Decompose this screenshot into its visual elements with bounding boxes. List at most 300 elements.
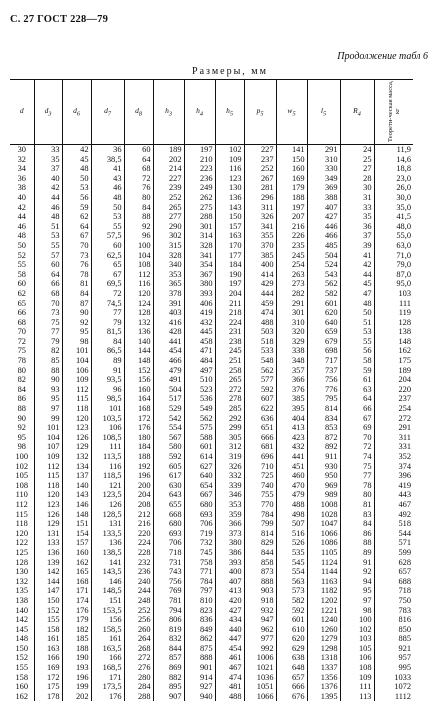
table-cell: 1163: [307, 577, 340, 587]
table-cell: 354: [184, 260, 215, 270]
table-cell: 160: [15, 682, 29, 692]
table-cell: 86: [340, 529, 374, 539]
table-cell: 65: [17, 298, 26, 308]
table-row: [10, 270, 413, 280]
table-cell: 35,0: [374, 203, 413, 213]
table-cell: 160: [276, 164, 307, 174]
table-cell: 488: [244, 318, 276, 328]
table-cell: 400: [244, 260, 276, 270]
table-cell: 53: [340, 327, 374, 337]
table-cell: 158: [15, 672, 29, 682]
table-cell: 72: [124, 174, 153, 184]
table-cell: 100: [15, 452, 29, 461]
table-cell: 102: [340, 625, 374, 635]
table-cell: 873: [244, 567, 276, 577]
table-cell: 446: [307, 222, 340, 232]
table-cell: 108: [340, 663, 374, 673]
table-cell: 214: [153, 164, 184, 174]
table-cell: 84: [340, 519, 374, 529]
table-cell: 84: [17, 384, 26, 394]
table-cell: 158,5: [91, 625, 124, 635]
table-cell: 254: [374, 404, 413, 414]
table-cell: 66: [17, 308, 26, 318]
table-cell: 459: [244, 299, 276, 309]
table-cell: 143,5: [91, 567, 124, 577]
table-cell: 192: [124, 462, 153, 472]
table-cell: 517: [153, 394, 184, 404]
table-cell: 921: [374, 644, 413, 654]
table-cell: 277: [153, 212, 184, 222]
table-cell: 63,0: [374, 241, 413, 251]
table-cell: 36: [91, 145, 124, 155]
table-cell: 1006: [244, 653, 276, 663]
table-cell: 128: [124, 308, 153, 318]
table-cell: 1086: [307, 538, 340, 548]
table-cell: 80: [124, 193, 153, 203]
table-cell: 24: [340, 145, 374, 155]
table-cell: 252: [153, 193, 184, 203]
table-cell: 216: [124, 519, 153, 529]
table-cell: 132: [124, 318, 153, 328]
table-row: [10, 615, 413, 625]
table-cell: 160: [62, 548, 91, 558]
table-cell: 92: [62, 318, 91, 328]
table-cell: 128,5: [91, 510, 124, 520]
table-cell: 407: [215, 577, 244, 587]
table-cell: 36: [17, 173, 26, 183]
table-cell: 563: [276, 577, 307, 587]
table-cell: 895: [153, 682, 184, 692]
table-cell: 1240: [307, 615, 340, 625]
table-cell: 1008: [307, 500, 340, 510]
table-cell: 173,5: [91, 682, 124, 692]
table-cell: 236: [184, 174, 215, 184]
col-header-d7: $d_7$: [91, 80, 124, 145]
table-cell: 668: [153, 510, 184, 520]
table-cell: 636: [244, 414, 276, 424]
table-cell: 177: [215, 251, 244, 261]
col-header-d: d: [10, 80, 34, 145]
table-cell: 432: [276, 442, 307, 452]
table-row: [10, 231, 413, 241]
table-cell: 99: [34, 414, 62, 424]
table-cell: 95: [62, 327, 91, 337]
table-cell: 154: [62, 529, 91, 539]
table-cell: 90: [17, 413, 26, 423]
table-cell: 72: [340, 442, 374, 452]
table-cell: 96: [124, 231, 153, 241]
table-cell: 947: [244, 615, 276, 625]
table-cell: 497: [184, 366, 215, 376]
table-cell: 121: [91, 481, 124, 491]
table-cell: 731: [153, 558, 184, 568]
table-cell: 105: [340, 644, 374, 654]
dimensions-table: [10, 79, 413, 701]
table-cell: 693: [153, 529, 184, 539]
table-cell: 162: [374, 346, 413, 356]
table-cell: 681: [244, 442, 276, 452]
table-cell: 113,5: [91, 452, 124, 462]
table-cell: 185: [62, 634, 91, 644]
table-cell: 45: [62, 155, 91, 165]
table-cell: 70: [34, 299, 62, 309]
table-cell: 44: [17, 212, 26, 222]
table-cell: 67: [340, 414, 374, 424]
table-cell: 940: [184, 692, 215, 702]
table-cell: 1033: [374, 673, 413, 683]
table-cell: 148: [62, 510, 91, 520]
table-cell: 592: [276, 606, 307, 616]
table-cell: 128: [374, 318, 413, 328]
table-cell: 168: [62, 577, 91, 587]
table-row: [10, 394, 413, 404]
table-row: [10, 423, 413, 433]
table-cell: 680: [153, 519, 184, 529]
table-cell: 1260: [307, 625, 340, 635]
table-cell: 310: [276, 318, 307, 328]
table-cell: 160: [124, 385, 153, 395]
table-cell: 1376: [307, 682, 340, 692]
table-cell: 853: [307, 423, 340, 433]
table-cell: 88: [340, 538, 374, 548]
table-cell: 151: [91, 596, 124, 606]
table-cell: 166: [34, 653, 62, 663]
table-cell: 523: [184, 385, 215, 395]
table-cell: 40: [17, 192, 26, 202]
table-cell: 184: [215, 260, 244, 270]
table-cell: 850: [374, 625, 413, 635]
table-cell: 155: [34, 615, 62, 625]
table-cell: 869: [153, 663, 184, 673]
table-cell: 166: [91, 653, 124, 663]
table-cell: 77: [34, 327, 62, 337]
table-cell: 245: [276, 251, 307, 261]
table-cell: 43: [91, 174, 124, 184]
table-cell: 42: [340, 260, 374, 270]
table-cell: 92: [124, 222, 153, 232]
table-cell: 111: [340, 682, 374, 692]
table-cell: 118: [34, 481, 62, 491]
table-row: [10, 356, 413, 366]
table-cell: 291: [307, 145, 340, 155]
table-cell: 165: [62, 567, 91, 577]
table-cell: 30,0: [374, 193, 413, 203]
table-cell: 63: [340, 385, 374, 395]
table-cell: 130: [215, 183, 244, 193]
table-cell: 157: [62, 538, 91, 548]
table-cell: 95: [34, 394, 62, 404]
table-cell: 1356: [307, 673, 340, 683]
table-cell: 236: [124, 567, 153, 577]
table-cell: 244: [124, 586, 153, 596]
table-row: [10, 327, 413, 337]
table-cell: 341: [244, 222, 276, 232]
table-cell: 380: [184, 279, 215, 289]
table-row: [10, 212, 413, 222]
table-cell: 44: [340, 270, 374, 280]
table-cell: 45: [340, 279, 374, 289]
table-cell: 407: [307, 203, 340, 213]
table-cell: 544: [374, 529, 413, 539]
table-cell: 226: [276, 231, 307, 241]
table-cell: 329: [276, 337, 307, 347]
table-cell: 112: [34, 462, 62, 472]
table-cell: 48: [340, 299, 374, 309]
table-cell: 237: [374, 394, 413, 404]
table-cell: 1298: [307, 644, 340, 654]
table-cell: 79: [34, 337, 62, 347]
table-cell: 207: [276, 212, 307, 222]
table-cell: 232: [124, 558, 153, 568]
table-cell: 31: [340, 193, 374, 203]
table-cell: 340: [153, 260, 184, 270]
table-cell: 504: [153, 385, 184, 395]
table-cell: 37: [340, 231, 374, 241]
table-cell: 622: [244, 404, 276, 414]
table-header-row: [10, 80, 413, 145]
table-row: [10, 251, 413, 261]
table-cell: 72: [17, 336, 26, 346]
table-cell: 341: [184, 251, 215, 261]
table-cell: 601: [276, 615, 307, 625]
table-cell: 66: [34, 279, 62, 289]
table-cell: 301: [276, 308, 307, 318]
table-cell: 168: [124, 404, 153, 414]
table-cell: 784: [244, 510, 276, 520]
table-cell: 90: [62, 308, 91, 318]
table-row: [10, 279, 413, 289]
table-cell: 346: [215, 490, 244, 500]
table-cell: 47: [340, 289, 374, 299]
table-cell: 640: [184, 471, 215, 481]
table-cell: 1028: [307, 510, 340, 520]
table-cell: 485: [307, 241, 340, 251]
table-cell: 70: [62, 241, 91, 251]
table-row: [10, 692, 413, 702]
table-cell: 102: [215, 145, 244, 155]
table-cell: 103: [374, 289, 413, 299]
table-cell: 193: [62, 663, 91, 673]
table-cell: 78: [340, 481, 374, 491]
table-cell: 357: [276, 366, 307, 376]
table-cell: 518: [244, 337, 276, 347]
col-header-p5: $p_5$: [244, 80, 276, 145]
table-cell: 718: [374, 586, 413, 596]
table-cell: 48: [17, 231, 26, 241]
table-cell: 120: [34, 490, 62, 500]
table-row: [10, 606, 413, 616]
table-cell: 507: [276, 519, 307, 529]
table-cell: 48: [91, 193, 124, 203]
table-cell: 148,5: [91, 586, 124, 596]
table-cell: 176: [91, 692, 124, 702]
table-cell: 962: [244, 625, 276, 635]
table-cell: 338: [276, 346, 307, 356]
table-cell: 265: [153, 203, 184, 213]
table-cell: 310: [307, 155, 340, 165]
table-cell: 330: [307, 164, 340, 174]
table-cell: 34: [17, 164, 26, 174]
table-cell: 169: [276, 174, 307, 184]
table-cell: 131: [91, 519, 124, 529]
table-row: [10, 193, 413, 203]
table-cell: 116: [124, 279, 153, 289]
table-cell: 657: [374, 567, 413, 577]
table-cell: 911: [307, 452, 340, 462]
table-cell: 211: [215, 299, 244, 309]
table-cell: 175: [374, 356, 413, 366]
table-cell: 771: [184, 567, 215, 577]
table-cell: 171: [91, 673, 124, 683]
table-cell: 106: [340, 653, 374, 663]
table-cell: 116: [91, 462, 124, 472]
table-cell: 524: [307, 260, 340, 270]
table-cell: 571: [374, 538, 413, 548]
table-cell: 143: [62, 490, 91, 500]
table-cell: 262: [184, 193, 215, 203]
table-cell: 454: [215, 644, 244, 654]
table-cell: 875: [184, 644, 215, 654]
table-cell: 64: [340, 394, 374, 404]
table-cell: 264: [124, 634, 153, 644]
table-cell: 280: [124, 673, 153, 683]
table-cell: 124: [124, 299, 153, 309]
table-cell: 131: [34, 529, 62, 539]
table-cell: 273: [276, 279, 307, 289]
table-cell: 359: [215, 510, 244, 520]
table-cell: 151: [62, 519, 91, 529]
table-cell: 81: [340, 500, 374, 510]
table-row: [10, 519, 413, 529]
table-cell: 11,9: [374, 145, 413, 155]
table-cell: 607: [244, 394, 276, 404]
col-header-r4: $R_4$: [340, 80, 374, 145]
table-cell: 216: [276, 222, 307, 232]
table-cell: 680: [184, 500, 215, 510]
table-cell: 35: [34, 155, 62, 165]
table-cell: 62: [17, 288, 26, 298]
table-cell: 64: [124, 155, 153, 165]
table-cell: 740: [244, 481, 276, 491]
table-cell: 588: [184, 433, 215, 443]
table-cell: 69,5: [91, 279, 124, 289]
table-cell: 93: [34, 385, 62, 395]
table-cell: 188: [62, 644, 91, 654]
table-cell: 582: [276, 596, 307, 606]
table-cell: 872: [307, 433, 340, 443]
table-cell: 103: [340, 634, 374, 644]
table-cell: 119: [374, 308, 413, 318]
table-cell: 157: [215, 222, 244, 232]
table-cell: 97: [34, 404, 62, 414]
table-cell: 66: [340, 404, 374, 414]
table-row: [10, 337, 413, 347]
table-cell: 53: [62, 183, 91, 193]
table-row: [10, 155, 413, 165]
table-cell: 235: [276, 241, 307, 251]
table-cell: 413: [215, 586, 244, 596]
table-cell: 120: [62, 414, 91, 424]
table-cell: 311: [374, 433, 413, 443]
table-cell: 696: [244, 452, 276, 462]
table-cell: 120: [124, 289, 153, 299]
table-cell: 101: [34, 423, 62, 433]
table-cell: 123: [34, 500, 62, 510]
table-cell: 666: [244, 433, 276, 443]
table-cell: 299: [215, 423, 244, 433]
table-cell: 315: [153, 241, 184, 251]
table-cell: 46: [17, 221, 26, 231]
table-cell: 353: [153, 270, 184, 280]
table-cell: 70: [340, 433, 374, 443]
table-cell: 84: [124, 203, 153, 213]
table-cell: 104: [124, 251, 153, 261]
table-row: [10, 538, 413, 548]
table-cell: 179: [276, 183, 307, 193]
table-cell: 73: [34, 308, 62, 318]
table-cell: 1036: [244, 673, 276, 683]
table-cell: 441: [153, 337, 184, 347]
table-cell: 108: [15, 480, 29, 490]
table-cell: 98: [17, 442, 26, 452]
table-cell: 228: [124, 548, 153, 558]
table-cell: 352: [374, 452, 413, 462]
table-cell: 526: [276, 538, 307, 548]
table-cell: 276: [124, 663, 153, 673]
table-cell: 125: [15, 547, 29, 557]
table-cell: 254: [276, 260, 307, 270]
table-cell: 138,5: [91, 548, 124, 558]
table-cell: 582: [307, 289, 340, 299]
table-cell: 140: [124, 337, 153, 347]
table-cell: 834: [307, 414, 340, 424]
table-row: [10, 481, 413, 491]
table-cell: 1279: [307, 634, 340, 644]
table-cell: 55,0: [374, 231, 413, 241]
table-cell: 331: [374, 442, 413, 452]
table-cell: 106: [91, 423, 124, 433]
table-cell: 89: [91, 356, 124, 366]
table-cell: 533: [244, 346, 276, 356]
table-cell: 617: [153, 471, 184, 481]
table-cell: 655: [153, 500, 184, 510]
table-cell: 148: [374, 337, 413, 347]
table-cell: 83: [340, 510, 374, 520]
table-row: [10, 308, 413, 318]
table-cell: 56: [62, 193, 91, 203]
table-cell: 857: [153, 653, 184, 663]
table-cell: 115: [62, 394, 91, 404]
table-cell: 78: [62, 270, 91, 280]
table-cell: 178: [34, 692, 62, 702]
sizes-title: Размеры, мм: [192, 66, 268, 77]
table-cell: 88: [124, 212, 153, 222]
table-cell: 719: [184, 529, 215, 539]
table-cell: 367: [184, 270, 215, 280]
table-cell: 718: [153, 548, 184, 558]
table-cell: 92: [340, 567, 374, 577]
table-cell: 268: [124, 644, 153, 654]
table-row: [10, 299, 413, 309]
table-cell: 95: [340, 586, 374, 596]
col-header-h5: $h_5$: [215, 80, 244, 145]
table-cell: 1318: [307, 653, 340, 663]
table-cell: 38,5: [91, 155, 124, 165]
table-cell: 218: [215, 308, 244, 318]
table-cell: 451: [276, 462, 307, 472]
table-cell: 434: [215, 615, 244, 625]
continuation-label: Продолжение табл 6: [337, 51, 428, 62]
